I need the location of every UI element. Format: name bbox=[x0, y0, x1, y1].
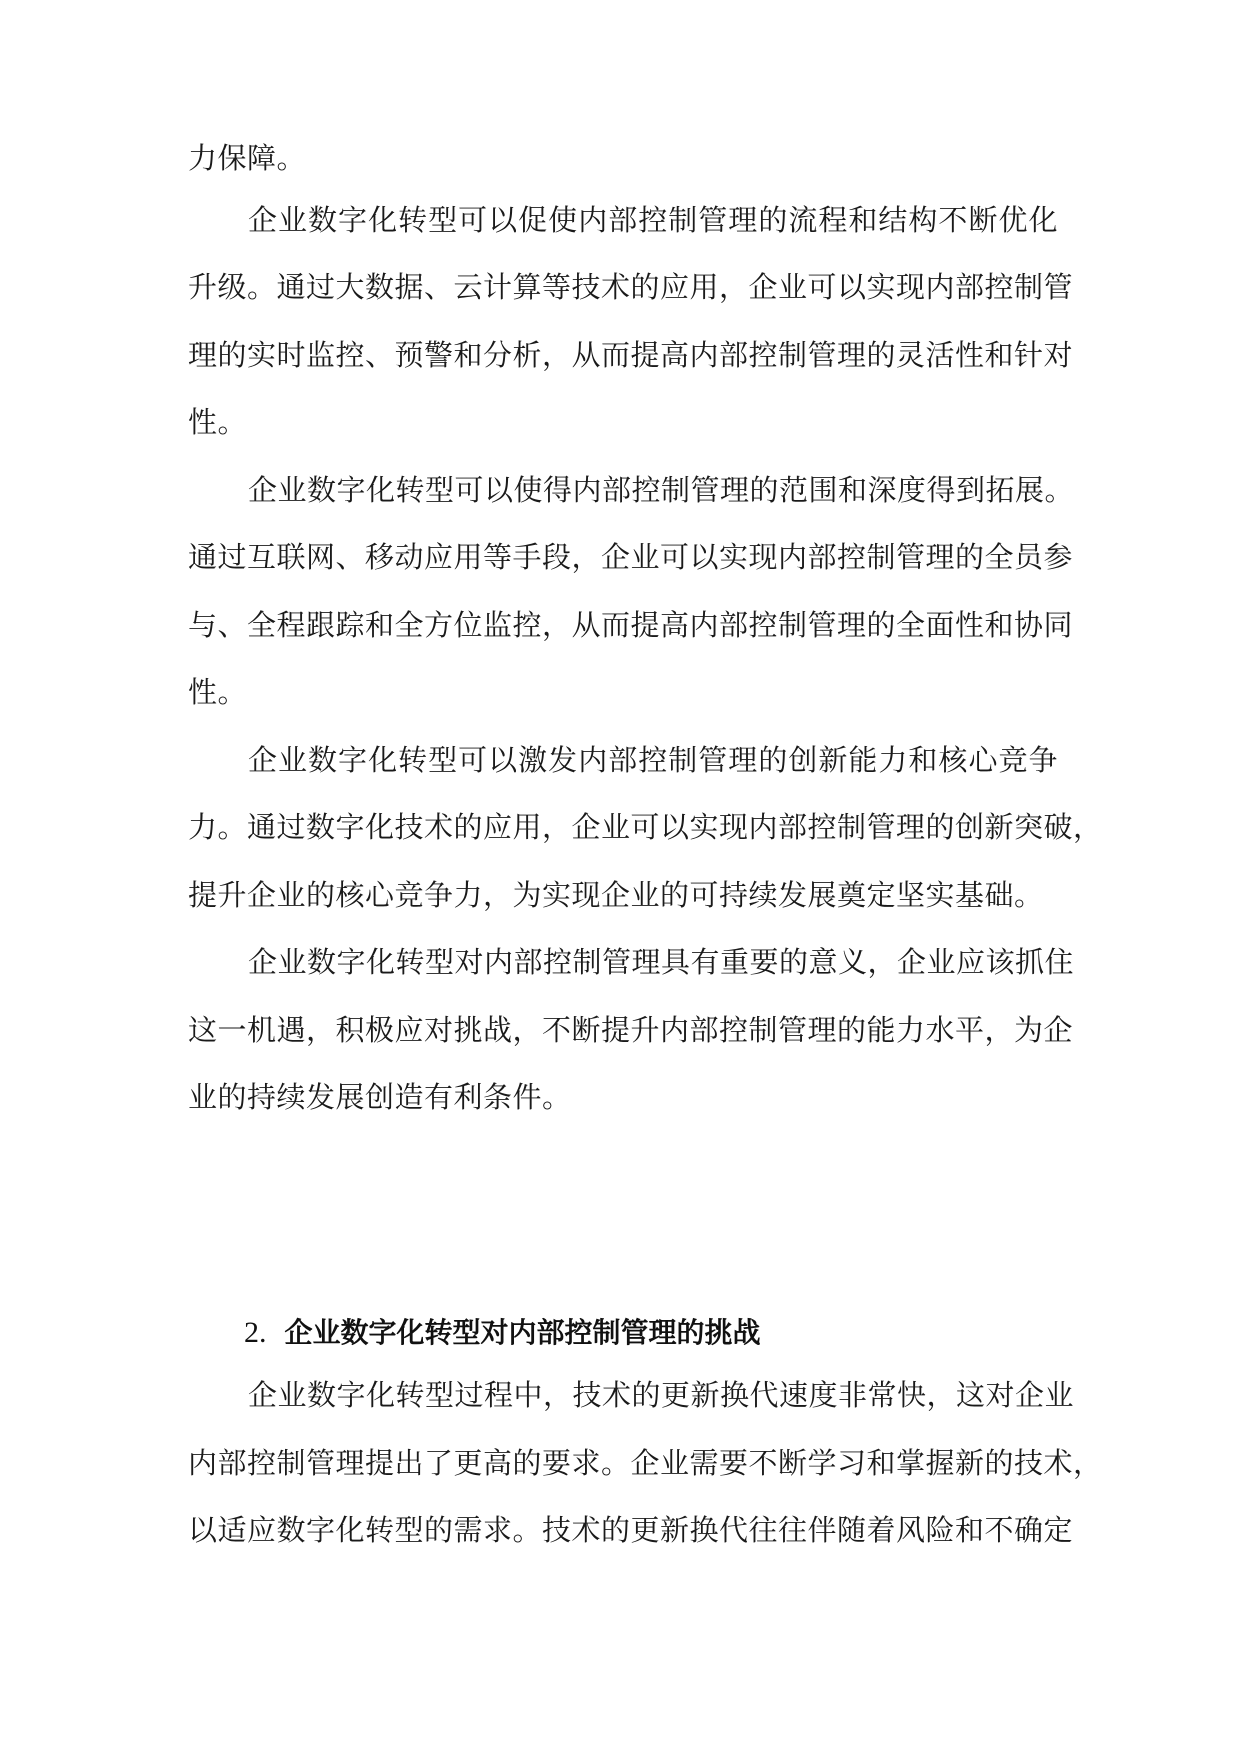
paragraph-line: 内部控制管理提出了更高的要求。企业需要不断学习和掌握新的技术， bbox=[188, 1446, 1103, 1480]
paragraph-line: 力。通过数字化技术的应用，企业可以实现内部控制管理的创新突破， bbox=[188, 810, 1103, 844]
paragraph-line: 理的实时监控、预警和分析，从而提高内部控制管理的灵活性和针对 bbox=[188, 338, 1074, 372]
paragraph-line: 业的持续发展创造有利条件。 bbox=[188, 1080, 572, 1114]
paragraph-line: 与、全程跟踪和全方位监控，从而提高内部控制管理的全面性和协同 bbox=[188, 608, 1074, 642]
paragraph-line: 企业数字化转型过程中，技术的更新换代速度非常快，这对企业 bbox=[248, 1378, 1075, 1412]
paragraph-line: 以适应数字化转型的需求。技术的更新换代往往伴随着风险和不确定 bbox=[188, 1513, 1074, 1547]
paragraph-line: 性。 bbox=[188, 675, 248, 709]
paragraph-line: 提升企业的核心竞争力，为实现企业的可持续发展奠定坚实基础。 bbox=[188, 878, 1044, 912]
paragraph-line: 力保障。 bbox=[188, 141, 307, 175]
paragraph-line: 这一机遇，积极应对挑战，不断提升内部控制管理的能力水平，为企 bbox=[188, 1013, 1074, 1047]
paragraph-line: 企业数字化转型可以使得内部控制管理的范围和深度得到拓展。 bbox=[248, 473, 1075, 507]
paragraph-line: 企业数字化转型可以激发内部控制管理的创新能力和核心竞争 bbox=[248, 743, 1058, 777]
paragraph-line: 企业数字化转型对内部控制管理具有重要的意义，企业应该抓住 bbox=[248, 945, 1075, 979]
section-heading bbox=[244, 1313, 761, 1353]
section-title: 企业数字化转型对内部控制管理的挑战 bbox=[284, 1316, 761, 1349]
paragraph-line: 性。 bbox=[188, 405, 248, 439]
paragraph-line: 通过互联网、移动应用等手段，企业可以实现内部控制管理的全员参 bbox=[188, 540, 1074, 574]
section-number: 2. bbox=[244, 1316, 267, 1349]
paragraph-line: 升级。通过大数据、云计算等技术的应用，企业可以实现内部控制管 bbox=[188, 270, 1074, 304]
paragraph-line: 企业数字化转型可以促使内部控制管理的流程和结构不断优化 bbox=[248, 203, 1058, 237]
